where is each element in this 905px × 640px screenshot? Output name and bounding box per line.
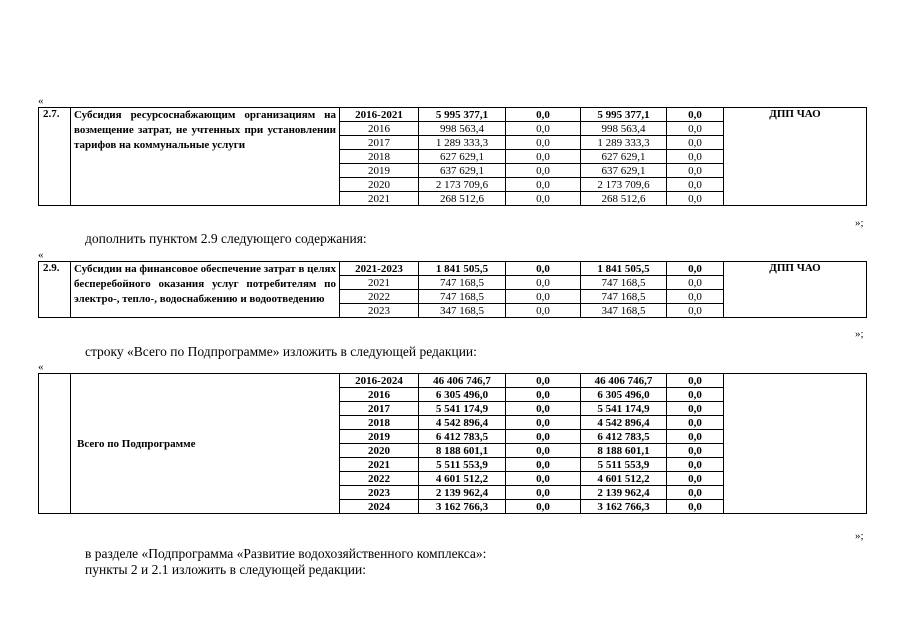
cell-total: 6 412 783,5 — [419, 430, 506, 444]
subprogram-total-table — [38, 373, 867, 514]
item-number: 2.9. — [39, 262, 71, 318]
cell-c3: 0,0 — [667, 304, 724, 318]
cell-period: 2020 — [340, 178, 419, 192]
cell-c2: 1 289 333,3 — [581, 136, 667, 150]
cell-total: 5 541 174,9 — [419, 402, 506, 416]
cell-period: 2023 — [340, 486, 419, 500]
cell-total: 4 542 896,4 — [419, 416, 506, 430]
cell-period: 2019 — [340, 430, 419, 444]
cell-c3: 0,0 — [667, 402, 724, 416]
cell-c2: 747 168,5 — [581, 290, 667, 304]
cell-c2: 6 305 496,0 — [581, 388, 667, 402]
item-description: Субсидии на финансовое обеспечение затрат в целях бесперебойного оказания услуг потребителям по электро-, тепло-, водоснабжению и водоотведению — [71, 262, 340, 318]
cell-c1: 0,0 — [506, 262, 581, 276]
cell-period: 2020 — [340, 444, 419, 458]
cell-total: 46 406 746,7 — [419, 374, 506, 388]
paragraph-water-subprogram: в разделе «Подпрограмма «Развитие водохозяйственного комплекса»: — [85, 546, 487, 561]
cell-total: 5 995 377,1 — [419, 108, 506, 122]
cell-c1: 0,0 — [506, 290, 581, 304]
cell-period: 2021 — [340, 192, 419, 206]
paragraph-add-item-2-9: дополнить пунктом 2.9 следующего содержания: — [85, 231, 367, 246]
index-cell — [39, 374, 71, 514]
cell-c3: 0,0 — [667, 458, 724, 472]
cell-c2: 747 168,5 — [581, 276, 667, 290]
cell-c3: 0,0 — [667, 192, 724, 206]
cell-c1: 0,0 — [506, 192, 581, 206]
executor-cell — [724, 374, 867, 514]
table-row — [39, 262, 867, 276]
executor-cell: ДПП ЧАО — [724, 262, 867, 318]
cell-total: 4 601 512,2 — [419, 472, 506, 486]
cell-c1: 0,0 — [506, 430, 581, 444]
cell-total: 268 512,6 — [419, 192, 506, 206]
cell-c2: 637 629,1 — [581, 164, 667, 178]
cell-c3: 0,0 — [667, 136, 724, 150]
cell-c1: 0,0 — [506, 444, 581, 458]
cell-c1: 0,0 — [506, 136, 581, 150]
cell-total: 3 162 766,3 — [419, 500, 506, 514]
cell-period: 2023 — [340, 304, 419, 318]
cell-c3: 0,0 — [667, 150, 724, 164]
cell-c1: 0,0 — [506, 122, 581, 136]
cell-c1: 0,0 — [506, 500, 581, 514]
cell-period: 2017 — [340, 402, 419, 416]
cell-c2: 5 511 553,9 — [581, 458, 667, 472]
cell-c3: 0,0 — [667, 276, 724, 290]
cell-c1: 0,0 — [506, 416, 581, 430]
cell-period: 2022 — [340, 290, 419, 304]
cell-c2: 2 139 962,4 — [581, 486, 667, 500]
cell-c3: 0,0 — [667, 388, 724, 402]
cell-c2: 627 629,1 — [581, 150, 667, 164]
cell-c3: 0,0 — [667, 416, 724, 430]
cell-c1: 0,0 — [506, 108, 581, 122]
cell-c3: 0,0 — [667, 444, 724, 458]
cell-c2: 5 995 377,1 — [581, 108, 667, 122]
cell-c3: 0,0 — [667, 486, 724, 500]
cell-c1: 0,0 — [506, 304, 581, 318]
cell-total: 1 841 505,5 — [419, 262, 506, 276]
cell-total: 747 168,5 — [419, 290, 506, 304]
cell-period: 2024 — [340, 500, 419, 514]
cell-c2: 2 173 709,6 — [581, 178, 667, 192]
cell-c3: 0,0 — [667, 374, 724, 388]
cell-period: 2016 — [340, 388, 419, 402]
item-description: Субсидия ресурсоснабжающим организациям на возмещение затрат, не учтенных при установлении тарифов на коммунальные услуги — [71, 108, 340, 206]
cell-c2: 5 541 174,9 — [581, 402, 667, 416]
cell-c2: 4 542 896,4 — [581, 416, 667, 430]
cell-total: 6 305 496,0 — [419, 388, 506, 402]
cell-c2: 8 188 601,1 — [581, 444, 667, 458]
cell-c2: 347 168,5 — [581, 304, 667, 318]
cell-c1: 0,0 — [506, 150, 581, 164]
close-quote-1: »; — [855, 217, 864, 229]
subsidy-table-2-7 — [38, 107, 867, 206]
cell-total: 2 173 709,6 — [419, 178, 506, 192]
cell-c1: 0,0 — [506, 388, 581, 402]
paragraph-total-row: строку «Всего по Подпрограмме» изложить в следующей редакции: — [85, 344, 477, 359]
cell-c1: 0,0 — [506, 458, 581, 472]
table-row — [39, 374, 867, 388]
cell-c3: 0,0 — [667, 430, 724, 444]
cell-period: 2016 — [340, 122, 419, 136]
table-row — [39, 108, 867, 122]
cell-total: 5 511 553,9 — [419, 458, 506, 472]
cell-period: 2018 — [340, 150, 419, 164]
cell-period: 2021 — [340, 458, 419, 472]
cell-period: 2016-2024 — [340, 374, 419, 388]
cell-total: 998 563,4 — [419, 122, 506, 136]
cell-c3: 0,0 — [667, 108, 724, 122]
cell-c3: 0,0 — [667, 290, 724, 304]
cell-c1: 0,0 — [506, 178, 581, 192]
cell-period: 2018 — [340, 416, 419, 430]
cell-period: 2019 — [340, 164, 419, 178]
close-quote-2: »; — [855, 328, 864, 340]
cell-c3: 0,0 — [667, 500, 724, 514]
cell-period: 2017 — [340, 136, 419, 150]
cell-total: 347 168,5 — [419, 304, 506, 318]
cell-c1: 0,0 — [506, 164, 581, 178]
cell-total: 1 289 333,3 — [419, 136, 506, 150]
cell-total: 2 139 962,4 — [419, 486, 506, 500]
cell-c3: 0,0 — [667, 262, 724, 276]
cell-c3: 0,0 — [667, 164, 724, 178]
close-quote-3: »; — [855, 530, 864, 542]
item-number: 2.7. — [39, 108, 71, 206]
cell-c3: 0,0 — [667, 472, 724, 486]
cell-period: 2022 — [340, 472, 419, 486]
cell-c2: 1 841 505,5 — [581, 262, 667, 276]
subsidy-table-2-9 — [38, 261, 867, 318]
cell-period: 2021 — [340, 276, 419, 290]
cell-c2: 268 512,6 — [581, 192, 667, 206]
cell-c1: 0,0 — [506, 486, 581, 500]
open-quote-1: « — [38, 95, 44, 107]
cell-period: 2021-2023 — [340, 262, 419, 276]
cell-c1: 0,0 — [506, 472, 581, 486]
open-quote-2: « — [38, 249, 44, 261]
cell-c1: 0,0 — [506, 374, 581, 388]
cell-total: 627 629,1 — [419, 150, 506, 164]
row-label: Всего по Подпрограмме — [71, 374, 340, 514]
cell-c2: 6 412 783,5 — [581, 430, 667, 444]
paragraph-items-2-2-1: пункты 2 и 2.1 изложить в следующей редакции: — [85, 562, 366, 577]
cell-c1: 0,0 — [506, 402, 581, 416]
cell-total: 747 168,5 — [419, 276, 506, 290]
cell-total: 637 629,1 — [419, 164, 506, 178]
cell-c2: 998 563,4 — [581, 122, 667, 136]
executor-cell: ДПП ЧАО — [724, 108, 867, 206]
cell-period: 2016-2021 — [340, 108, 419, 122]
cell-total: 8 188 601,1 — [419, 444, 506, 458]
cell-c3: 0,0 — [667, 178, 724, 192]
open-quote-3: « — [38, 361, 44, 373]
cell-c2: 3 162 766,3 — [581, 500, 667, 514]
cell-c2: 46 406 746,7 — [581, 374, 667, 388]
cell-c2: 4 601 512,2 — [581, 472, 667, 486]
cell-c3: 0,0 — [667, 122, 724, 136]
cell-c1: 0,0 — [506, 276, 581, 290]
